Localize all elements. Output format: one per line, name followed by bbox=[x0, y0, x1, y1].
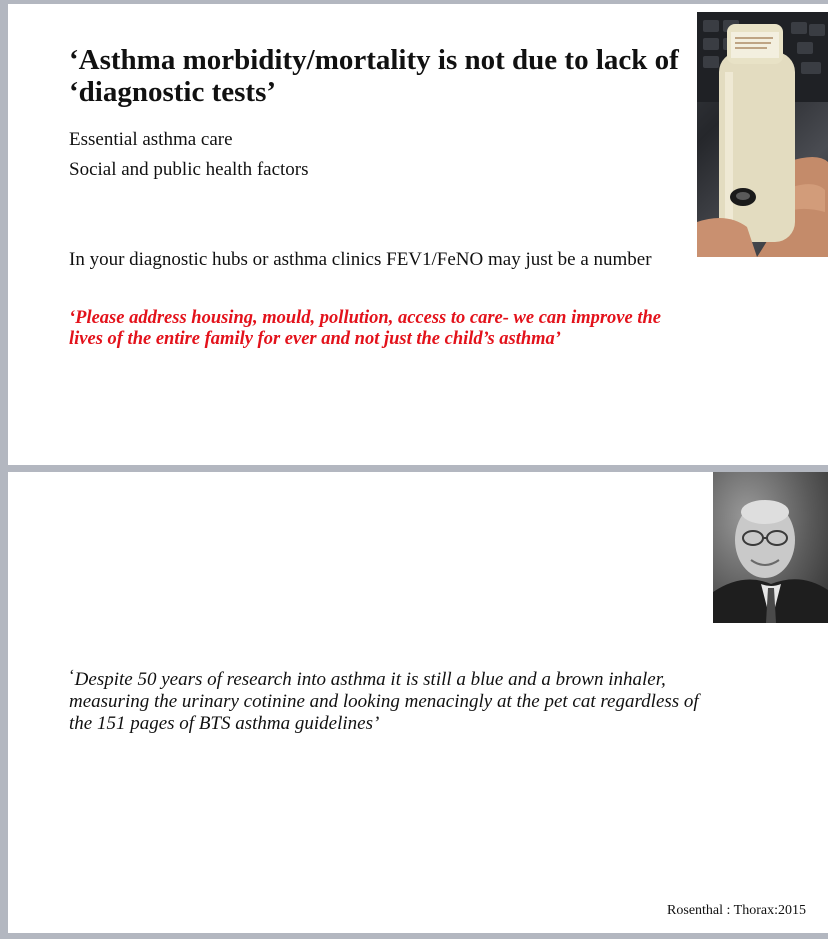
slide-1 bbox=[8, 4, 828, 465]
inhaler-illustration bbox=[697, 12, 828, 257]
diagnostic-note: In your diagnostic hubs or asthma clinics FEV1/FeNO may just be a number bbox=[69, 249, 652, 270]
point-social-factors: Social and public health factors bbox=[69, 159, 309, 180]
rosenthal-quote-line-3: the 151 pages of BTS asthma guidelines’ bbox=[69, 713, 380, 734]
rosenthal-quote-line-1 bbox=[69, 665, 789, 691]
portrait-photo bbox=[713, 472, 828, 623]
rosenthal-quote-line-2: measuring the urinary cotinine and looking menacingly at the pet cat regardless of bbox=[69, 691, 699, 712]
quote-open-mark: ‘ bbox=[69, 666, 75, 685]
red-quote bbox=[69, 308, 749, 350]
rosenthal-quote bbox=[69, 665, 789, 735]
red-quote-line-1: ‘Please address housing, mould, pollution, access to care- we can improve the bbox=[69, 308, 661, 328]
portrait-illustration bbox=[713, 472, 828, 623]
point-essential-care: Essential asthma care bbox=[69, 129, 233, 150]
slide-title-line-2: ‘diagnostic tests’ bbox=[69, 76, 277, 108]
rosenthal-quote-line-1-text: Despite 50 years of research into asthma it is still a blue and a brown inhaler, bbox=[74, 669, 666, 690]
slide-2 bbox=[8, 472, 828, 933]
citation: Rosenthal : Thorax:2015 bbox=[667, 903, 806, 918]
inhaler-photo bbox=[697, 12, 828, 257]
slide-title-line-1: ‘Asthma morbidity/mortality is not due to lack of bbox=[69, 44, 679, 76]
red-quote-line-2: lives of the entire family for ever and not just the child’s asthma’ bbox=[69, 329, 561, 349]
